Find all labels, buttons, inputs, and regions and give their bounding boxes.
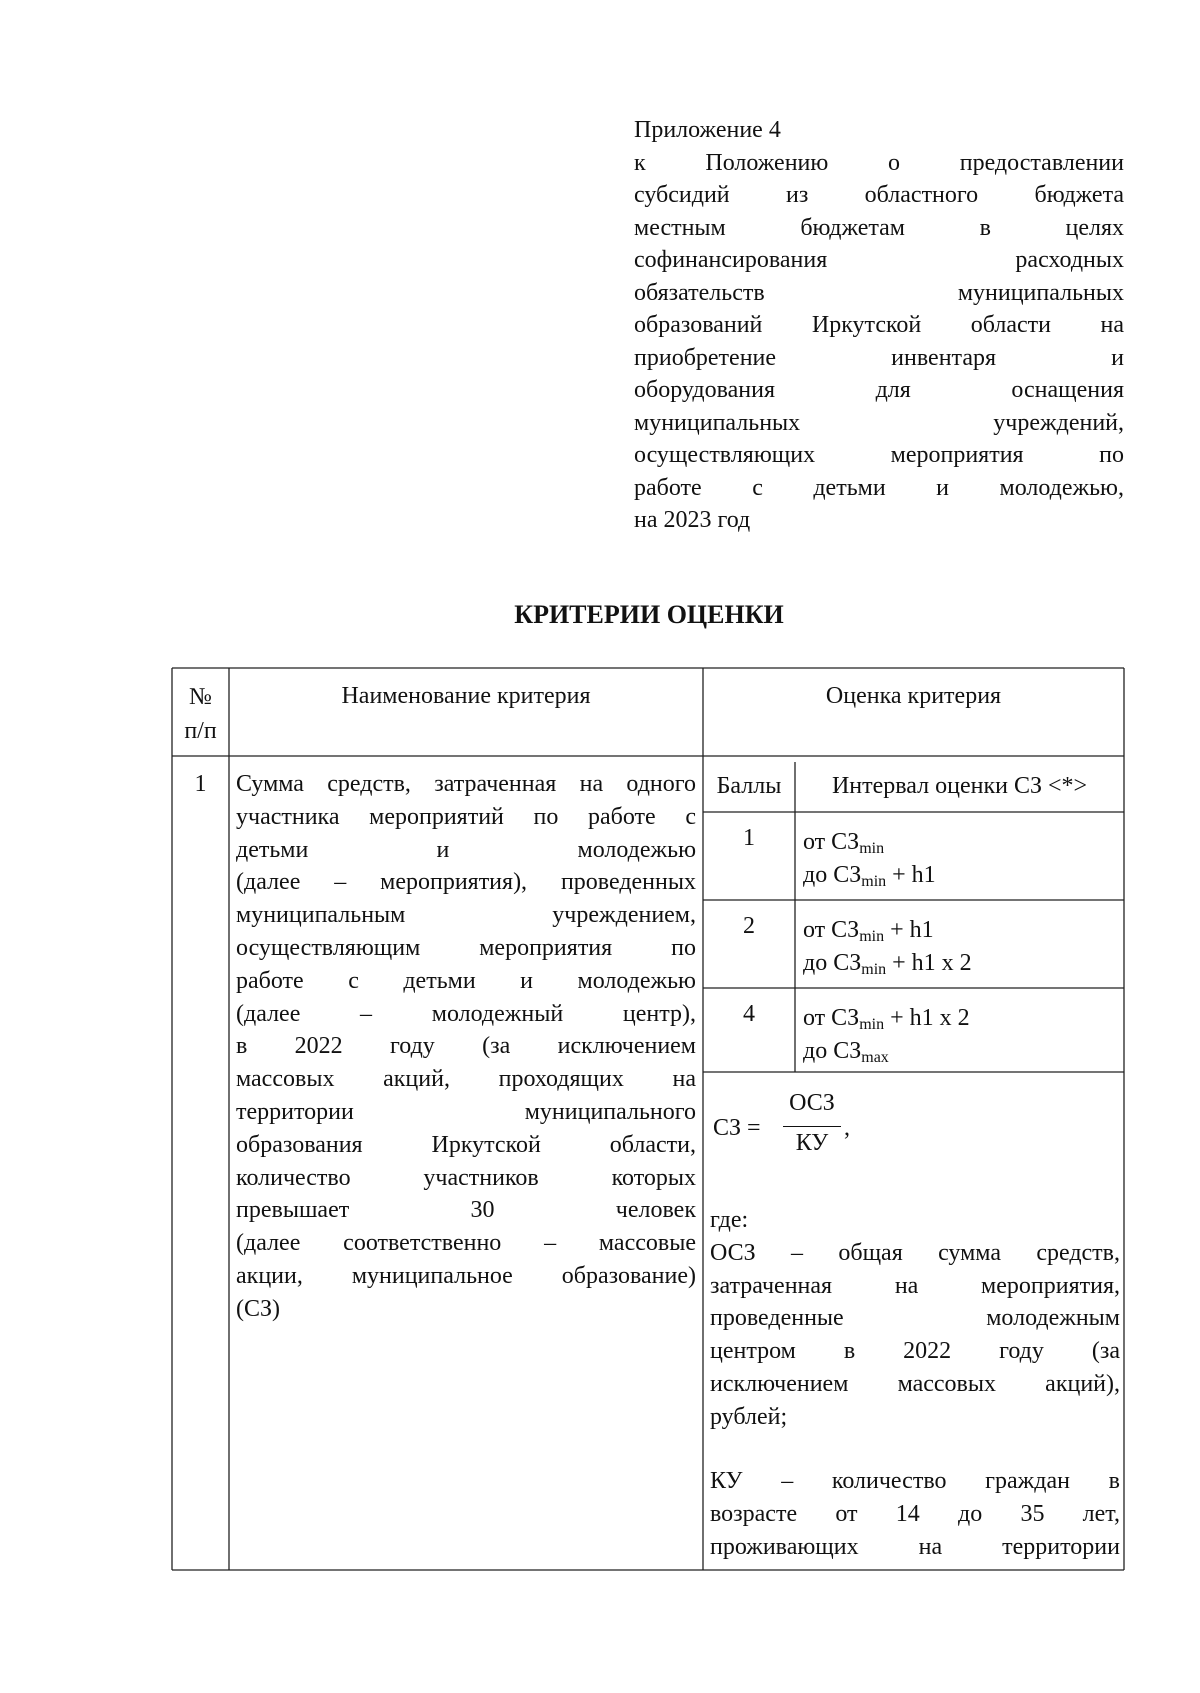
formula-fraction-bar: [783, 1126, 841, 1127]
appendix-line: оборудования для оснащения: [634, 377, 1124, 403]
criterion-line: территории муниципального: [236, 1098, 696, 1125]
appendix-line: к Положению о предоставлении: [634, 149, 1124, 176]
interval-from-sub: min: [859, 840, 885, 857]
interval-to-suffix: + h1 x 2: [886, 949, 972, 976]
score-points: 4: [743, 1001, 755, 1027]
criterion-line: в 2022 году (за исключением: [236, 1033, 696, 1060]
row-number: 1: [194, 771, 207, 797]
interval-from-prefix: от СЗ: [803, 917, 860, 943]
criterion-line: участника мероприятий по работе с: [236, 803, 696, 830]
points-header: Баллы: [716, 773, 782, 799]
criterion-line: (далее – молодежный центр),: [236, 1000, 696, 1027]
criterion-text: [236, 768, 696, 1326]
criterion-line: акции, муниципальное образование): [236, 1262, 696, 1289]
interval-to-prefix: до СЗ: [803, 1037, 862, 1064]
criterion-line: осуществляющим мероприятия по: [236, 934, 696, 961]
interval-from-prefix: от СЗ: [803, 829, 860, 855]
interval-from-suffix: + h1 x 2: [884, 1005, 970, 1031]
header-criterion-evaluation: Оценка критерия: [825, 683, 1002, 709]
ku-line: КУ – количество граждан в: [710, 1468, 1120, 1494]
appendix-line: софинансирования расходных: [634, 247, 1124, 273]
osz-line: проведенные молодежным: [710, 1305, 1120, 1332]
score-points: 1: [743, 825, 755, 851]
interval-to-sub: max: [861, 1048, 889, 1066]
criterion-line: (СЗ): [236, 1295, 281, 1322]
ku-explanation: [710, 1465, 1120, 1563]
criterion-line: количество участников которых: [236, 1164, 696, 1191]
score-interval: [803, 914, 1121, 980]
criterion-line: (далее – мероприятия), проведенных: [236, 869, 696, 896]
interval-to-prefix: до СЗ: [803, 949, 862, 976]
interval-from-sub: min: [859, 1016, 885, 1033]
appendix-line: местным бюджетам в целях: [634, 214, 1124, 241]
osz-line: рублей;: [710, 1403, 788, 1430]
appendix-line: приобретение инвентаря и: [634, 344, 1124, 371]
score-interval: [803, 826, 1121, 892]
interval-from-prefix: от СЗ: [803, 1005, 860, 1031]
criterion-line: работе с детьми и молодежью: [236, 967, 696, 994]
criterion-line: Сумма средств, затраченная на одного: [236, 771, 696, 797]
criterion-line: образования Иркутской области,: [236, 1131, 696, 1158]
formula-explanation: [710, 1204, 1120, 1434]
osz-line: ОСЗ – общая сумма средств,: [710, 1239, 1120, 1266]
criterion-line: муниципальным учреждением,: [236, 902, 696, 929]
interval-to-prefix: до СЗ: [803, 861, 862, 888]
formula-numerator: ОСЗ: [789, 1090, 835, 1116]
appendix-line: обязательств муниципальных: [634, 279, 1124, 306]
osz-line: затраченная на мероприятия,: [710, 1272, 1120, 1299]
appendix-line: работе с детьми и молодежью,: [634, 474, 1124, 501]
interval-from-suffix: + h1: [884, 917, 934, 943]
where-label: где:: [710, 1207, 749, 1233]
formula-lhs: СЗ =: [713, 1115, 761, 1141]
interval-to-sub: min: [861, 960, 887, 978]
score-interval: [803, 1002, 1121, 1068]
appendix-line: на 2023 год: [634, 507, 751, 533]
appendix-line: муниципальных учреждений,: [634, 409, 1124, 436]
ku-line: проживающих на территории: [710, 1533, 1120, 1560]
ku-line: возрасте от 14 до 35 лет,: [710, 1500, 1120, 1527]
header-criterion-name: Наименование критерия: [341, 683, 591, 709]
header-number-line2: п/п: [184, 718, 217, 744]
interval-to-suffix: + h1: [886, 861, 936, 888]
page-title: КРИТЕРИИ ОЦЕНКИ: [514, 600, 784, 629]
interval-from-sub: min: [859, 928, 885, 945]
appendix-header: [634, 114, 1124, 537]
appendix-line: образований Иркутской области на: [634, 312, 1124, 338]
interval-to-sub: min: [861, 872, 887, 890]
appendix-line: субсидий из областного бюджета: [634, 182, 1124, 208]
score-points: 2: [743, 913, 755, 939]
formula-denominator: КУ: [795, 1130, 829, 1156]
header-number: [172, 680, 229, 748]
appendix-line: осуществляющих мероприятия по: [634, 442, 1124, 468]
header-number-line1: №: [189, 684, 212, 710]
interval-header: Интервал оценки СЗ <*>: [831, 773, 1088, 799]
criterion-line: (далее соответственно – массовые: [236, 1230, 696, 1257]
criterion-line: детьми и молодежью: [236, 836, 696, 863]
osz-line: исключением массовых акций),: [710, 1370, 1120, 1397]
osz-line: центром в 2022 году (за: [710, 1338, 1120, 1365]
criterion-line: массовых акций, проходящих на: [236, 1066, 696, 1093]
appendix-line: Приложение 4: [634, 117, 781, 143]
criterion-line: превышает 30 человек: [236, 1197, 696, 1224]
formula-trail: ,: [844, 1115, 850, 1141]
